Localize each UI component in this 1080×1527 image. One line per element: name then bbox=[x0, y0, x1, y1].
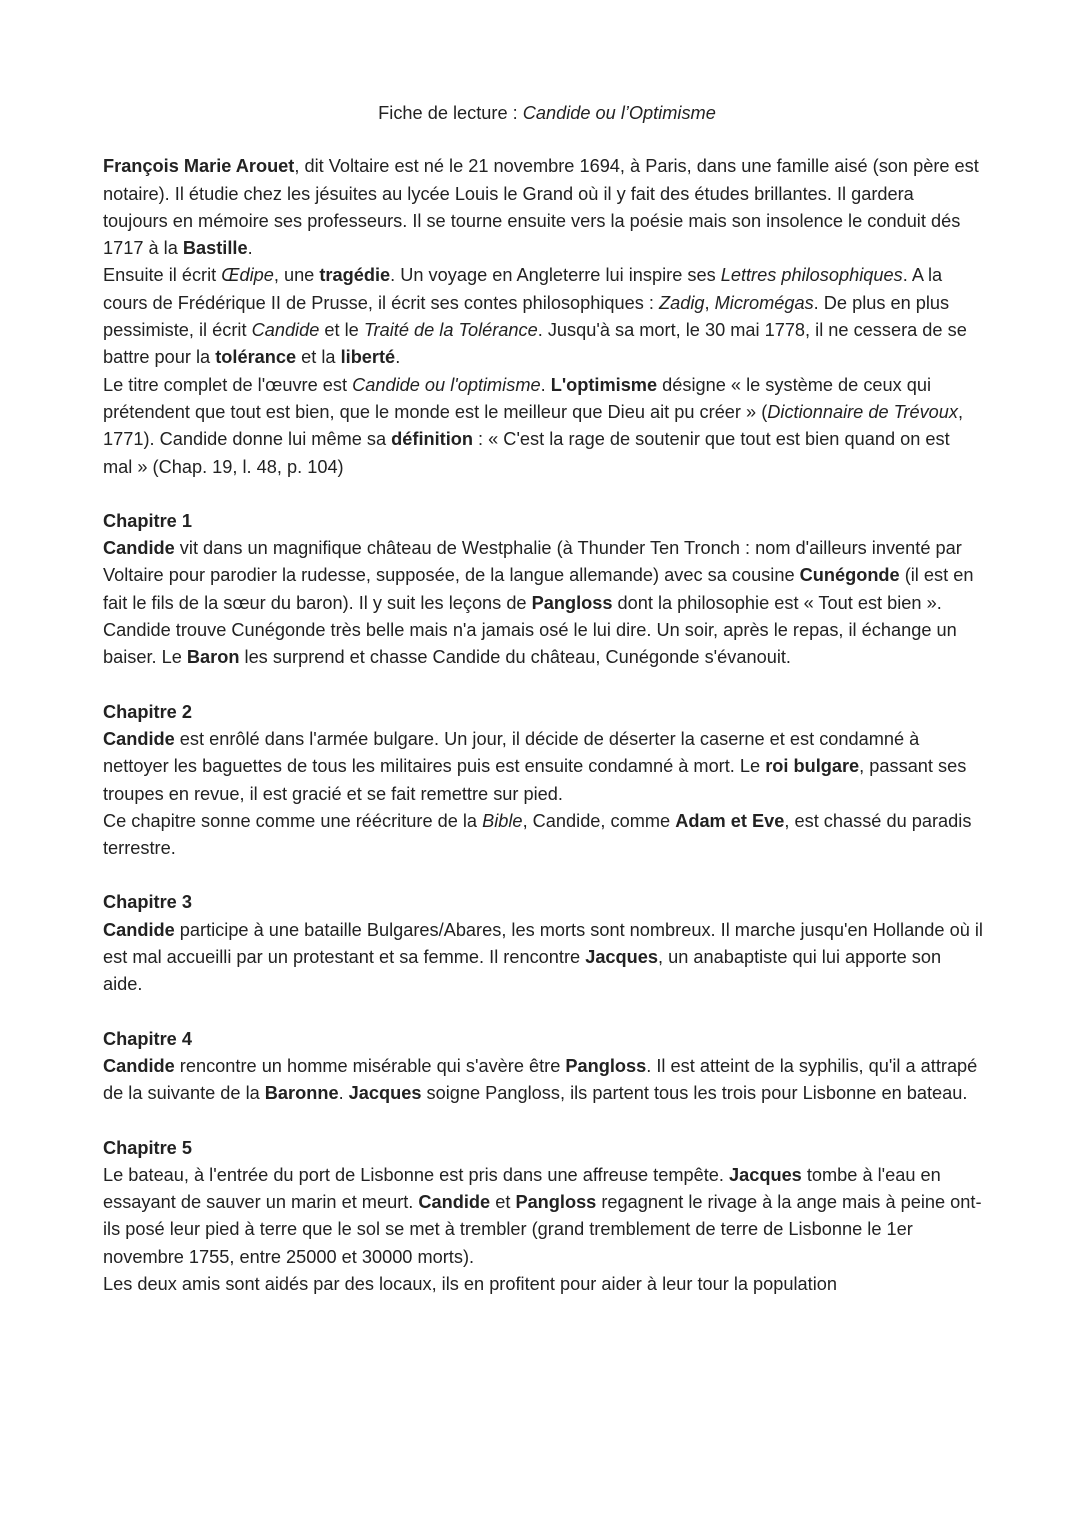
bold-text: Baronne bbox=[264, 1083, 339, 1104]
text-run: , passant ses troupes en revue, il est gracié et se fait remettre sur pied. bbox=[103, 756, 967, 804]
paragraph bbox=[103, 617, 983, 672]
chapter-heading: Chapitre 1 bbox=[103, 510, 192, 531]
text-run: dont la philosophie est « Tout est bien ». bbox=[612, 592, 942, 613]
chapter-heading: Chapitre 2 bbox=[103, 701, 192, 722]
text-run: tombe à l'eau en essayant de sauver un marin et meurt. bbox=[103, 1164, 941, 1213]
bold-text: François Marie Arouet bbox=[103, 156, 295, 177]
bold-text: roi bulgare bbox=[765, 756, 860, 777]
chapter-heading: Chapitre 3 bbox=[103, 892, 192, 913]
title-work: Candide ou l’Optimisme bbox=[522, 103, 716, 123]
paragraph bbox=[103, 808, 983, 863]
bold-text: Jacques bbox=[585, 947, 658, 968]
italic-text: Traité de la Tolérance bbox=[363, 320, 538, 341]
text-run: . De plus en plus pessimiste, il écrit bbox=[103, 292, 950, 341]
document-title bbox=[103, 100, 983, 127]
chapter-section bbox=[103, 1135, 983, 1299]
text-run: Ce chapitre sonne comme une réécriture de la bbox=[103, 810, 483, 831]
text-run: Le titre complet de l'œuvre est bbox=[103, 374, 353, 395]
text-run: est enrôlé dans l'armée bulgare. Un jour, il décide de déserter la caserne et est condamné à nettoyer les baguettes de tous les militaires puis est ensuite condamné à mort. Le bbox=[103, 728, 920, 777]
text-run: Les deux amis sont aidés par des locaux, ils en profitent pour aider à leur tour la population bbox=[103, 1273, 838, 1294]
text-run: . bbox=[395, 347, 401, 368]
chapter-section bbox=[103, 1026, 983, 1108]
text-run: . Il est atteint de la syphilis, qu'il a attrapé de la suivante de la bbox=[103, 1055, 978, 1104]
bold-text: Pangloss bbox=[565, 1055, 647, 1076]
intro-section bbox=[103, 153, 983, 481]
paragraph bbox=[103, 372, 983, 481]
text-run: : « C'est la rage de soutenir que tout est bien quand on est mal » (Chap. 19, l. 48, p. 104) bbox=[103, 429, 950, 477]
text-run: , dit Voltaire est né le 21 novembre 1694, à Paris, dans une famille aisé (son père est notaire). Il étudie chez les jésuites au lycée Louis le Grand où il y fait des études brillantes. Il gardera toujours en mémoire ses professeurs. Il se tourne ensuite vers la poésie mais son insolence le conduit dés 1717 à la bbox=[103, 156, 979, 259]
text-run: , une bbox=[273, 265, 320, 286]
text-run: . A la cours de Frédérique II de Prusse, il écrit ses contes philosophiques : bbox=[103, 265, 943, 313]
document-page bbox=[103, 100, 983, 1298]
bold-text: Pangloss bbox=[531, 592, 613, 613]
bold-text: Baron bbox=[186, 647, 240, 668]
bold-text: Candide bbox=[103, 919, 175, 940]
bold-text: Jacques bbox=[729, 1164, 802, 1185]
paragraph bbox=[103, 1162, 983, 1271]
bold-text: Pangloss bbox=[515, 1192, 597, 1213]
italic-text: Lettres philosophiques bbox=[720, 265, 903, 286]
bold-text: liberté bbox=[340, 347, 396, 368]
italic-text: Candide ou l'optimisme bbox=[352, 374, 541, 395]
text-run: Ensuite il écrit bbox=[103, 265, 222, 286]
bold-text: Bastille bbox=[182, 238, 248, 259]
text-run: rencontre un homme misérable qui s'avère être bbox=[174, 1055, 566, 1076]
chapter-section bbox=[103, 508, 983, 672]
title-prefix: Fiche de lecture : bbox=[378, 103, 523, 123]
paragraph bbox=[103, 1271, 983, 1298]
text-run: , Candide, comme bbox=[522, 810, 676, 831]
text-run: (il est en fait le fils de la sœur du baron). Il y suit les leçons de bbox=[103, 565, 974, 613]
text-run: . Jusqu'à sa mort, le 30 mai 1778, il ne cessera de se battre pour la bbox=[103, 320, 967, 368]
text-run: , 1771). Candide donne lui même sa bbox=[103, 401, 964, 450]
bold-text: Candide bbox=[103, 538, 175, 559]
text-run: regagnent le rivage à la ange mais à peine ont-ils posé leur pied à terre que le sol se met à trembler (grand tremblement de terre de Lisbonne le 1er novembre 1755, entre 25000 et 30000 morts). bbox=[103, 1192, 982, 1267]
text-run: . bbox=[247, 238, 253, 259]
bold-text: Adam et Eve bbox=[675, 810, 785, 831]
paragraph bbox=[103, 917, 983, 999]
paragraph bbox=[103, 1053, 983, 1108]
text-run: , est chassé du paradis terrestre. bbox=[103, 810, 972, 859]
text-run: participe à une bataille Bulgares/Abares, les morts sont nombreux. Il marche jusqu'en Hollande où il est mal accueilli par un protestant et sa femme. Il rencontre bbox=[103, 919, 983, 968]
bold-text: L'optimisme bbox=[550, 374, 658, 395]
text-run: Candide trouve Cunégonde très belle mais n'a jamais osé le lui dire. Un soir, après le repas, il échange un baiser. Le bbox=[103, 620, 957, 668]
text-run: et bbox=[490, 1192, 516, 1213]
bold-text: tolérance bbox=[215, 347, 297, 368]
bold-text: Candide bbox=[418, 1192, 491, 1213]
text-run: . Un voyage en Angleterre lui inspire ses bbox=[390, 265, 721, 286]
text-run: , un anabaptiste qui lui apporte son aide. bbox=[103, 947, 942, 995]
chapter-section bbox=[103, 889, 983, 998]
bold-text: Jacques bbox=[348, 1083, 422, 1104]
text-run: et la bbox=[296, 347, 341, 368]
text-run: Le bateau, à l'entrée du port de Lisbonne est pris dans une affreuse tempête. bbox=[103, 1164, 729, 1185]
text-run: . bbox=[540, 374, 551, 395]
text-run: et le bbox=[319, 320, 364, 341]
italic-text: Micromégas bbox=[714, 292, 814, 313]
chapters-list bbox=[103, 508, 983, 1298]
text-run: les surprend et chasse Candide du château, Cunégonde s'évanouit. bbox=[239, 647, 791, 668]
bold-text: Cunégonde bbox=[799, 565, 900, 586]
bold-text: tragédie bbox=[319, 265, 391, 286]
text-run: désigne « le système de ceux qui prétendent que tout est bien, que le monde est le meilleur que Dieu ait pu créer » ( bbox=[103, 374, 932, 422]
italic-text: Zadig bbox=[659, 292, 705, 313]
text-run: soigne Pangloss, ils partent tous les trois pour Lisbonne en bateau. bbox=[421, 1083, 968, 1104]
italic-text: Œdipe bbox=[221, 265, 274, 286]
paragraph bbox=[103, 726, 983, 808]
paragraph bbox=[103, 153, 983, 262]
paragraph bbox=[103, 535, 983, 617]
chapter-heading: Chapitre 5 bbox=[103, 1137, 192, 1158]
bold-text: Candide bbox=[103, 1055, 175, 1076]
italic-text: Dictionnaire de Trévoux bbox=[767, 401, 958, 422]
chapter-heading: Chapitre 4 bbox=[103, 1028, 192, 1049]
italic-text: Bible bbox=[482, 810, 523, 831]
bold-text: Candide bbox=[103, 728, 175, 749]
bold-text: définition bbox=[391, 429, 473, 450]
chapter-section bbox=[103, 699, 983, 863]
text-run: vit dans un magnifique château de Westphalie (à Thunder Ten Tronch : nom d'ailleurs inventé par Voltaire pour parodier la rudesse, supposée, de la langue allemande) avec sa cousine bbox=[103, 538, 962, 586]
text-run: , bbox=[704, 292, 715, 313]
paragraph bbox=[103, 262, 983, 371]
italic-text: Candide bbox=[251, 320, 320, 341]
text-run: . bbox=[338, 1083, 349, 1104]
